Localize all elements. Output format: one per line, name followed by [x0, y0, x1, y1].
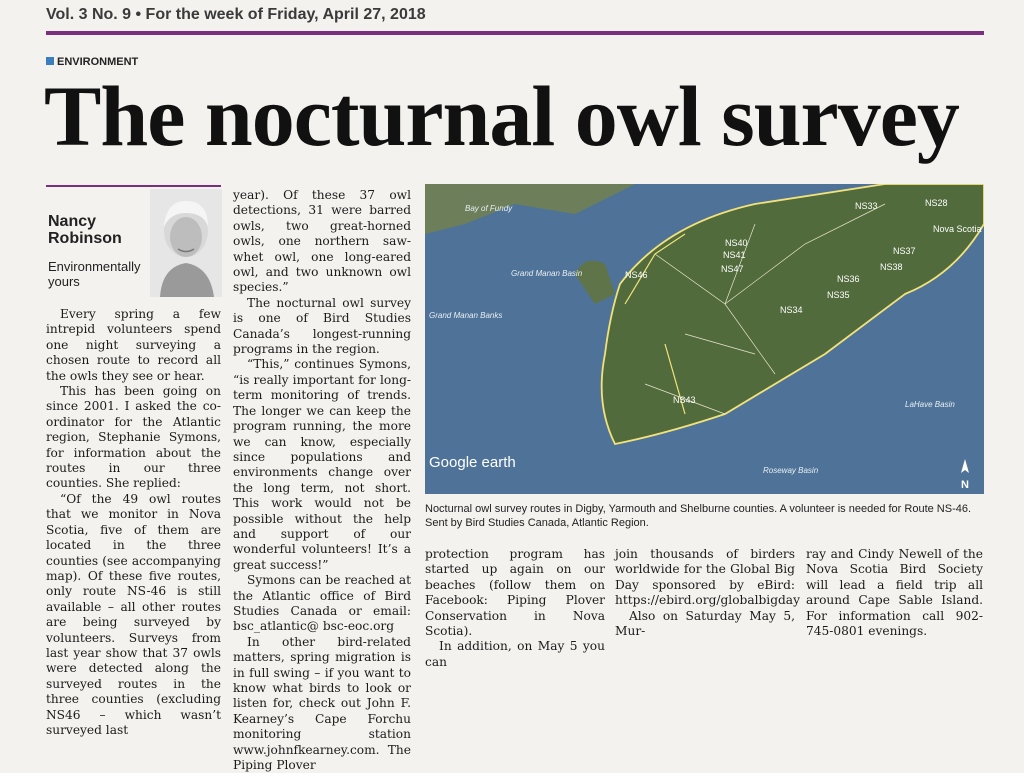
- paragraph: join thousands of birders worldwide for the Global Big Day sponsored by eBird: https://ebird.org/globalbigday: [615, 547, 800, 608]
- map-label-ns: Nova Scotia: [933, 224, 982, 234]
- byline-box: [46, 185, 221, 297]
- paragraph: In addition, on May 5 you can: [425, 639, 605, 669]
- paragraph: Every spring a few intrepid volunteers spend one night surveying a chosen route to record all the owls they see or hear.: [46, 307, 221, 383]
- masthead: Vol. 3 No. 9 • For the week of Friday, April 27, 2018: [46, 6, 426, 23]
- paragraph: This has been going on since 2001. I asked the co-ordinator for the Atlantic region, Stephanie Symons, for information about the routes in our three counties. She replied:: [46, 384, 221, 491]
- section-marker-icon: [46, 57, 54, 65]
- route-label: NS28: [925, 198, 948, 208]
- route-label: NS41: [723, 250, 746, 260]
- masthead-rule: [46, 31, 984, 35]
- article-column-1: [46, 307, 221, 738]
- section-label-text: ENVIRONMENT: [57, 56, 139, 68]
- google-earth-logo: Google earth: [429, 454, 516, 471]
- article-column-3: [425, 547, 605, 670]
- route-label: NS47: [721, 264, 744, 274]
- route-label: NS36: [837, 274, 860, 284]
- route-label: NS43: [673, 395, 696, 405]
- route-label: NS37: [893, 246, 916, 256]
- article-column-4: [615, 547, 800, 639]
- map-label-bay: Bay of Fundy: [465, 204, 513, 213]
- paragraph: year). Of these 37 owl detections, 31 were barred owls, two great-horned owls, one northern saw-whet owl, one long-eared owl, and two unknown owl species.”: [233, 188, 411, 295]
- paragraph: “This,” continues Symons, “is really important for long-term monitoring of trends. The longer we can keep the program running, the more we can know, especially since populations and environments change over the long term, not short. This work would not be possible without the help and support of our wonderful volunteers! It’s a great success!”: [233, 357, 411, 572]
- map-caption: Nocturnal owl survey routes in Digby, Yarmouth and Shelburne counties. A volunteer is needed for Route NS-46. Sent by Bird Studies Canada, Atlantic Region.: [425, 503, 972, 529]
- map-label-roseway: Roseway Basin: [763, 466, 819, 475]
- route-label: NS46: [625, 270, 648, 280]
- headline: The nocturnal owl survey: [44, 68, 959, 164]
- route-label: NS34: [780, 305, 803, 315]
- paragraph: protection program has started up again on our beaches (follow them on Facebook: Piping Plover Conservation in Nova Scotia).: [425, 547, 605, 639]
- author-photo: [150, 189, 222, 297]
- article-column-2: [233, 188, 411, 773]
- paragraph: Also on Saturday May 5, Mur-: [615, 608, 795, 639]
- north-label: N: [961, 479, 969, 491]
- map-label-basin: Grand Manan Basin: [511, 269, 583, 278]
- paragraph: ray and Cindy Newell of the Nova Scotia Bird Society will lead a field trip all around Cape Sable Island. For information call 902-745-0801 evenings.: [806, 547, 983, 639]
- map-label-banks: Grand Manan Banks: [429, 311, 503, 320]
- map-label-lahave: LaHave Basin: [905, 400, 955, 409]
- route-label: NS38: [880, 262, 903, 272]
- paragraph: In other bird-related matters, spring migration is in full swing – if you want to know what birds to look or listen for, check out John F. Kearney’s Cape Forchu monitoring station www.johnfkearney.com. The Piping Plover: [233, 634, 411, 773]
- owl-route-map: [425, 184, 984, 494]
- author-name: Nancy Robinson: [48, 213, 122, 247]
- column-name: Environmentally yours: [48, 259, 141, 289]
- article-column-5: [806, 547, 983, 639]
- paragraph: “Of the 49 owl routes that we monitor in Nova Scotia, five of them are located in the three counties (see accompanying map). Of these five routes, only route NS-46 is still available – all other routes are being surveyed by volunteers. Surveys from last year show that 37 owls were detected along the surveyed routes in the three counties (excluding NS46 – which wasn’t surveyed last: [46, 491, 221, 737]
- route-label: NS33: [855, 201, 878, 211]
- route-label: NS35: [827, 290, 850, 300]
- paragraph: The nocturnal owl survey is one of Bird Studies Canada’s longest-running programs in the region.: [233, 295, 411, 357]
- paragraph: Symons can be reached at the Atlantic office of Bird Studies Canada or email: bsc_atlantic@ bsc-eoc.org: [233, 573, 411, 634]
- route-label: NS40: [725, 238, 748, 248]
